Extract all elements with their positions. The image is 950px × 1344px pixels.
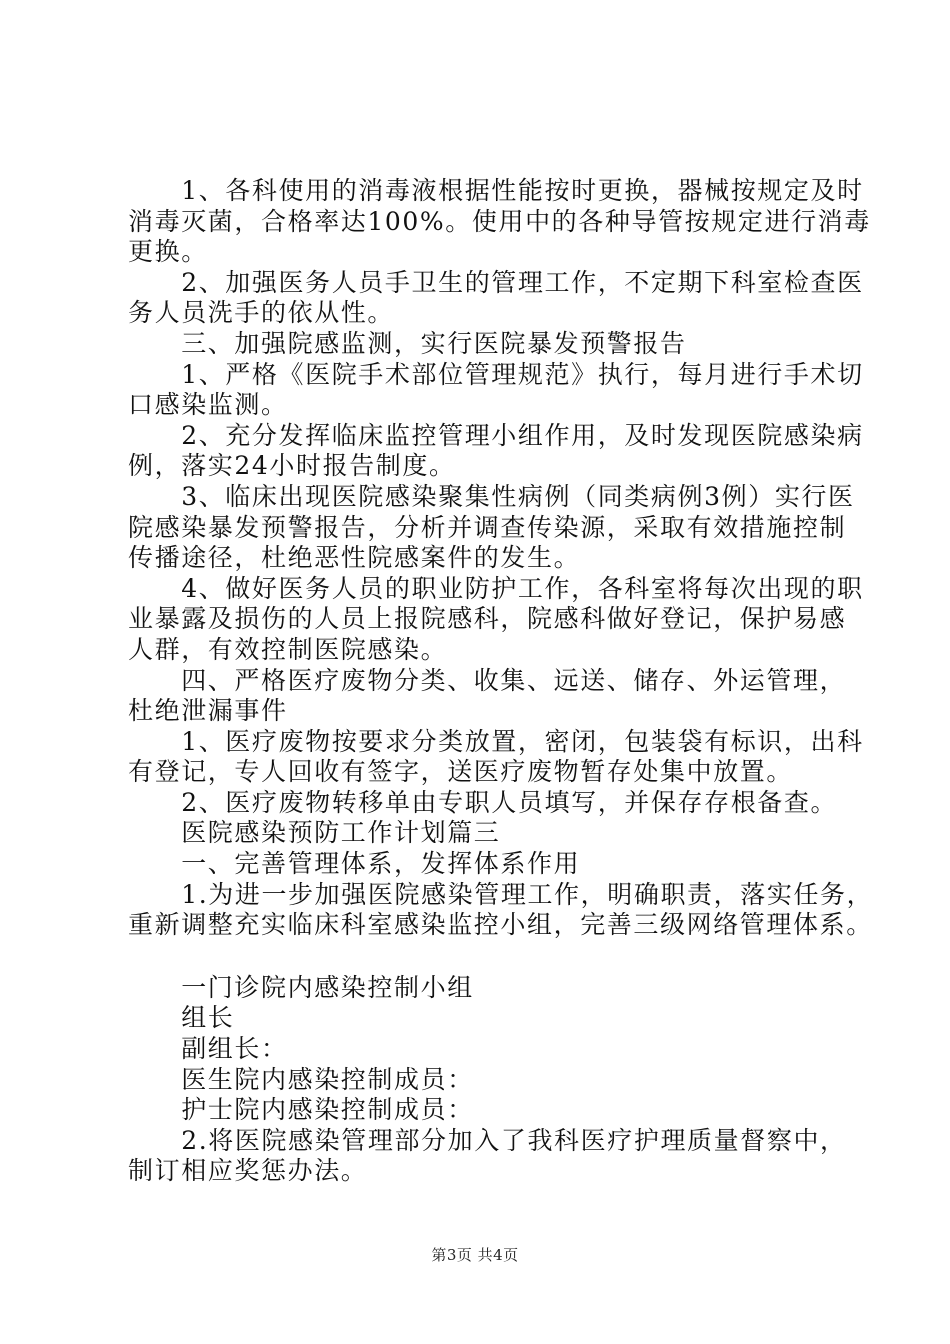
- text-line: 1、医疗废物按要求分类放置，密闭，包装袋有标识，出科: [128, 726, 864, 756]
- text-line: 护士院内感染控制成员：: [128, 1095, 474, 1125]
- page-number-footer: 第3页 共4页: [431, 1246, 519, 1264]
- text-line: 例，落实24小时报告制度。: [128, 451, 456, 481]
- text-line: 口感染监测。: [128, 390, 288, 420]
- text-line: 务人员洗手的依从性。: [128, 298, 395, 328]
- text-line: 2、充分发挥临床监控管理小组作用，及时发现医院感染病: [128, 420, 864, 450]
- section-heading: 一、完善管理体系，发挥体系作用: [128, 849, 581, 879]
- blank-line: [128, 941, 848, 973]
- text-line: 1、严格《医院手术部位管理规范》执行，每月进行手术切: [128, 359, 864, 389]
- section-heading: 杜绝泄漏事件: [128, 696, 288, 726]
- text-line: 3、临床出现医院感染聚集性病例（同类病例3例）实行医: [128, 481, 855, 511]
- text-line: 副组长：: [128, 1034, 288, 1064]
- document-body: [128, 176, 874, 1187]
- text-line: 1.为进一步加强医院感染管理工作，明确职责，落实任务，: [128, 879, 874, 909]
- section-heading: 三、加强院感监测，实行医院暴发预警报告: [128, 328, 687, 358]
- text-line: 院感染暴发预警报告，分析并调查传染源，采取有效措施控制: [128, 512, 847, 542]
- text-line: 1、各科使用的消毒液根据性能按时更换，器械按规定及时: [128, 176, 864, 205]
- text-line: 2、加强医务人员手卫生的管理工作，不定期下科室检查医: [128, 267, 864, 297]
- text-line: 更换。: [128, 237, 208, 267]
- text-line: 制订相应奖惩办法。: [128, 1156, 368, 1186]
- text-line: 一门诊院内感染控制小组: [128, 972, 474, 1002]
- text-line: 组长: [128, 1003, 235, 1033]
- text-line: 4、做好医务人员的职业防护工作，各科室将每次出现的职: [128, 573, 864, 603]
- text-line: 消毒灭菌，合格率达100%。使用中的各种导管按规定进行消毒: [128, 206, 871, 236]
- text-line: 人群，有效控制医院感染。: [128, 634, 448, 664]
- text-line: 传播途径，杜绝恶性院感案件的发生。: [128, 543, 581, 573]
- text-line: 业暴露及损伤的人员上报院感科，院感科做好登记，保护易感: [128, 604, 847, 634]
- text-line: 医生院内感染控制成员：: [128, 1064, 474, 1094]
- section-heading: 四、严格医疗废物分类、收集、远送、储存、外运管理，: [128, 665, 847, 695]
- text-line: 重新调整充实临床科室感染监控小组，完善三级网络管理体系。: [128, 910, 873, 940]
- text-line: 2.将医院感染管理部分加入了我科医疗护理质量督察中，: [128, 1125, 847, 1155]
- text-line: 2、医疗废物转移单由专职人员填写，并保存存根备查。: [128, 787, 838, 817]
- text-line: 有登记，专人回收有签字，送医疗废物暂存处集中放置。: [128, 757, 794, 787]
- document-subtitle: 医院感染预防工作计划篇三: [128, 818, 501, 848]
